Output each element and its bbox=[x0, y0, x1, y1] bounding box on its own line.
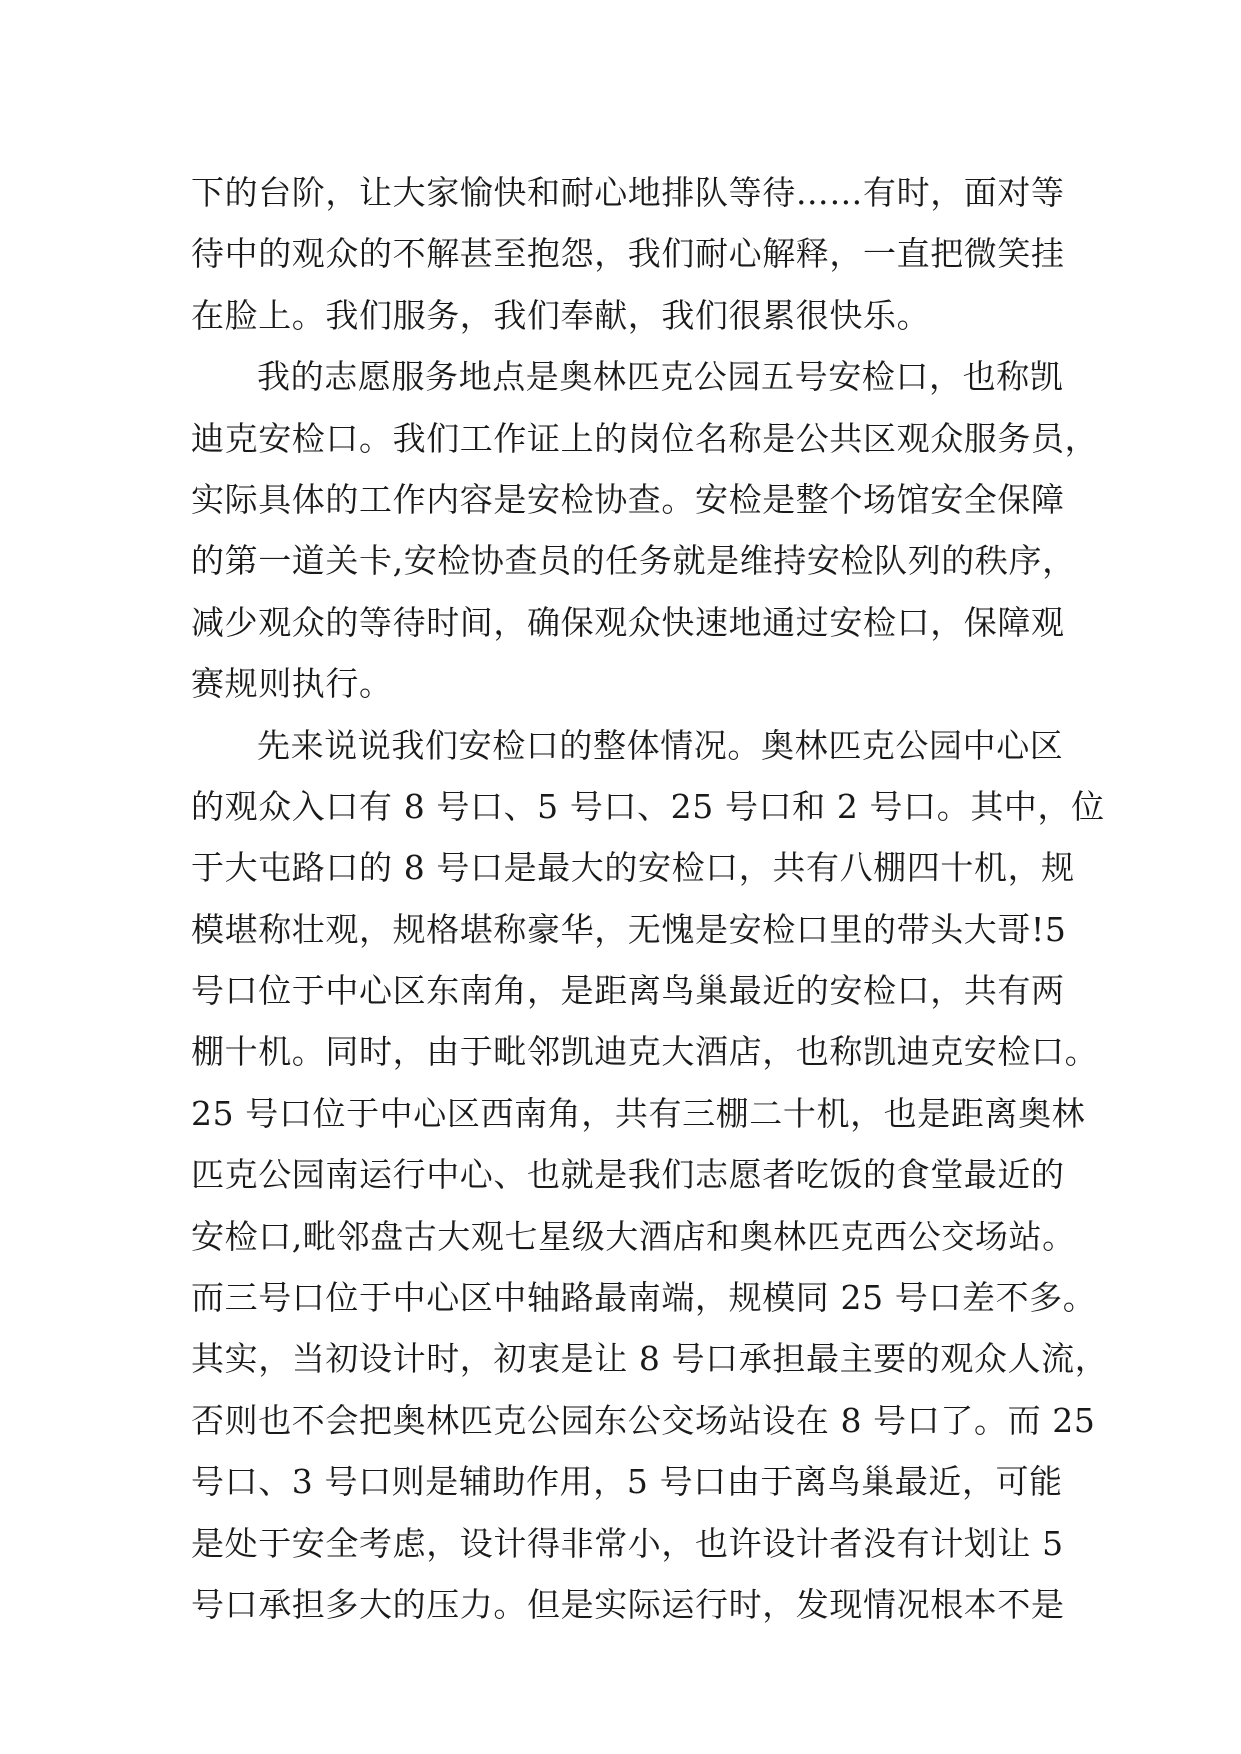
text-line: 安检口,毗邻盘古大观七星级大酒店和奥林匹克西公交场站。 bbox=[191, 1216, 1076, 1256]
paragraph bbox=[191, 715, 1109, 1636]
text-line: 的第一道关卡,安检协查员的任务就是维持安检队列的秩序， bbox=[191, 541, 1076, 581]
text-line: 否则也不会把奥林匹克公园东公交场站设在 8 号口了。而 25 bbox=[191, 1400, 1096, 1440]
paragraph bbox=[191, 162, 1065, 346]
text-line: 号口位于中心区东南角，是距离鸟巢最近的安检口，共有两 bbox=[191, 971, 1065, 1011]
text-line: 赛规则执行。 bbox=[191, 664, 393, 704]
text-line: 号口承担多大的压力。但是实际运行时，发现情况根本不是 bbox=[191, 1584, 1065, 1624]
body-text bbox=[191, 162, 1109, 1635]
paragraph bbox=[191, 346, 1099, 714]
text-line: 实际具体的工作内容是安检协查。安检是整个场馆安全保障 bbox=[191, 479, 1065, 519]
text-line: 棚十机。同时，由于毗邻凯迪克大酒店，也称凯迪克安检口。 bbox=[191, 1032, 1099, 1072]
text-line: 其实，当初设计时，初衷是让 8 号口承担最主要的观众人流， bbox=[191, 1339, 1109, 1379]
text-line: 号口、3 号口则是辅助作用，5 号口由于离鸟巢最近，可能 bbox=[191, 1462, 1063, 1502]
text-line: 减少观众的等待时间，确保观众快速地通过安检口，保障观 bbox=[191, 602, 1065, 642]
text-line: 在脸上。我们服务，我们奉献，我们很累很快乐。 bbox=[191, 295, 931, 335]
text-line: 25 号口位于中心区西南角，共有三棚二十机，也是距离奥林 bbox=[191, 1093, 1086, 1133]
text-line: 先来说说我们安检口的整体情况。奥林匹克公园中心区 bbox=[257, 725, 1064, 765]
text-line: 模堪称壮观，规格堪称豪华，无愧是安检口里的带头大哥!5 bbox=[191, 909, 1067, 949]
text-line: 匹克公园南运行中心、也就是我们志愿者吃饭的食堂最近的 bbox=[191, 1155, 1065, 1195]
text-line: 迪克安检口。我们工作证上的岗位名称是公共区观众服务员， bbox=[191, 418, 1099, 458]
text-line: 的观众入口有 8 号口、5 号口、25 号口和 2 号口。其中，位 bbox=[191, 786, 1105, 826]
text-line: 而三号口位于中心区中轴路最南端，规模同 25 号口差不多。 bbox=[191, 1278, 1097, 1318]
text-line: 我的志愿服务地点是奥林匹克公园五号安检口，也称凯 bbox=[257, 357, 1064, 397]
text-line: 于大屯路口的 8 号口是最大的安检口，共有八棚四十机，规 bbox=[191, 848, 1075, 888]
text-line: 下的台阶，让大家愉快和耐心地排队等待……有时，面对等 bbox=[191, 173, 1065, 212]
text-line: 是处于安全考虑，设计得非常小，也许设计者没有计划让 5 bbox=[191, 1523, 1064, 1563]
text-line: 待中的观众的不解甚至抱怨，我们耐心解释，一直把微笑挂 bbox=[191, 234, 1065, 274]
